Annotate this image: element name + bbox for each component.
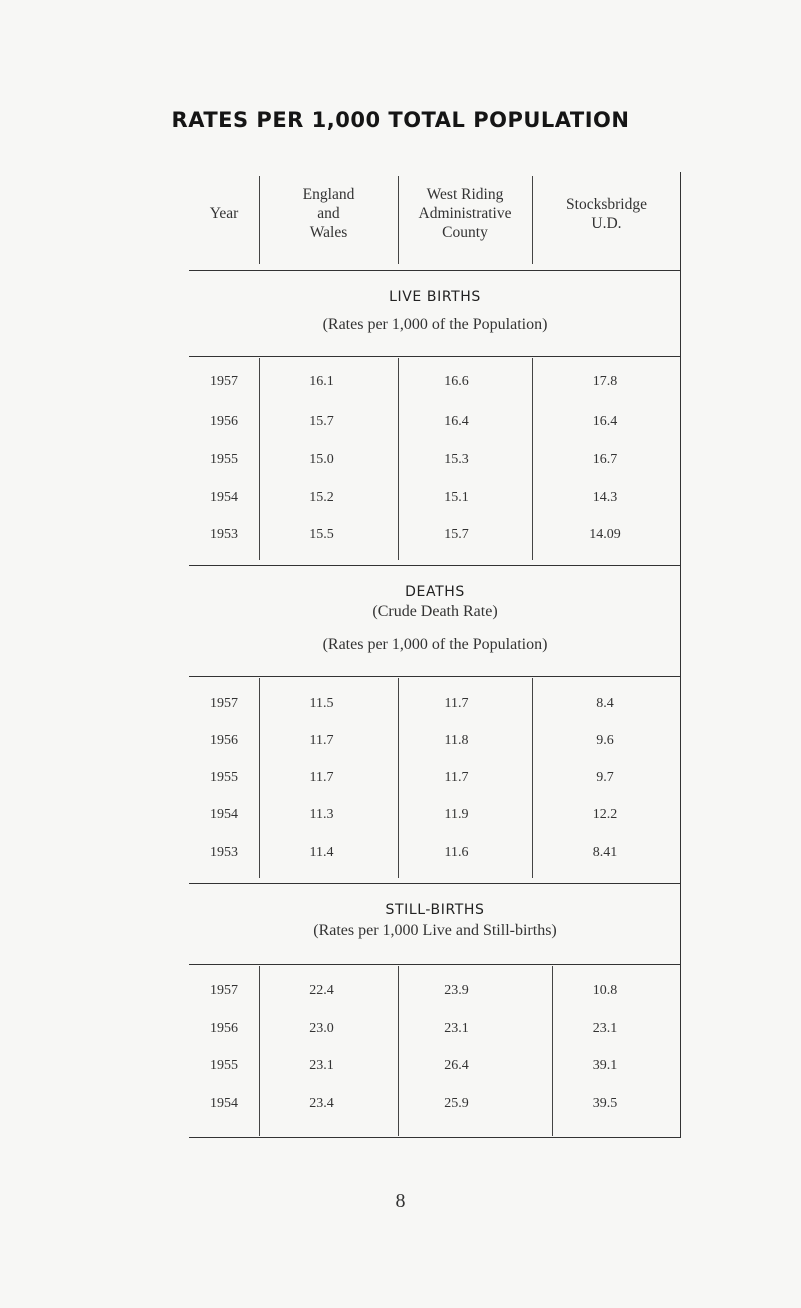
table-row: [189, 733, 681, 753]
year-cell: 1954: [210, 490, 238, 505]
year-cell: 1954: [210, 807, 238, 822]
stocksbridge-cell: 23.1: [592, 1021, 618, 1036]
england-wales-cell: 11.7: [309, 733, 334, 748]
england-wales-cell: 22.4: [309, 983, 334, 998]
header-divider: [189, 270, 681, 271]
table-row: [189, 983, 681, 1003]
west-riding-cell: 11.7: [444, 770, 469, 785]
stocksbridge-cell: 14.09: [589, 527, 621, 542]
west-riding-cell: 15.1: [444, 490, 469, 505]
stocksbridge-cell: 16.7: [592, 452, 618, 467]
table-row: [189, 1058, 681, 1078]
west-riding-cell: 15.7: [444, 527, 469, 542]
live-births-subtitle: (Rates per 1,000 of the Population): [322, 316, 548, 333]
stocksbridge-cell: 9.7: [596, 770, 614, 785]
still-births-section-divider: [189, 883, 681, 884]
year-cell: 1955: [210, 770, 238, 785]
year-column-header: Year: [209, 205, 239, 222]
header-line: England: [302, 186, 355, 203]
west-riding-cell: 11.9: [444, 807, 469, 822]
england-wales-cell: 15.0: [309, 452, 334, 467]
stocksbridge-cell: 14.3: [592, 490, 618, 505]
header-line: and: [317, 205, 340, 222]
west-riding-cell: 23.9: [444, 983, 469, 998]
england-wales-cell: 11.4: [309, 845, 334, 860]
table-row: [189, 696, 681, 716]
west-riding-cell: 25.9: [444, 1096, 469, 1111]
west-riding-cell: 16.6: [444, 374, 469, 389]
deaths-divider: [189, 676, 681, 677]
still-births-heading: STILL-BIRTHS: [385, 902, 485, 918]
west-riding-cell: 11.6: [444, 845, 469, 860]
year-cell: 1957: [210, 696, 238, 711]
england-wales-cell: 23.4: [309, 1096, 334, 1111]
stocksbridge-cell: 17.8: [592, 374, 618, 389]
england-wales-cell: 16.1: [309, 374, 334, 389]
header-line: U.D.: [591, 215, 622, 232]
year-cell: 1956: [210, 414, 238, 429]
stocksbridge-cell: 9.6: [596, 733, 614, 748]
table-row: [189, 374, 681, 394]
year-cell: 1953: [210, 527, 238, 542]
page-title: RATES PER 1,000 TOTAL POPULATION: [171, 108, 630, 132]
header-line: County: [442, 224, 488, 241]
england-wales-cell: 11.3: [309, 807, 334, 822]
england-wales-cell: 23.1: [309, 1058, 334, 1073]
year-cell: 1956: [210, 733, 238, 748]
stocksbridge-cell: 16.4: [592, 414, 618, 429]
header-line: Stocksbridge: [566, 196, 647, 213]
deaths-subtitle: (Rates per 1,000 of the Population): [322, 636, 548, 653]
deaths-subtitle: (Crude Death Rate): [372, 603, 498, 620]
still-births-subtitle: (Rates per 1,000 Live and Still-births): [313, 922, 557, 939]
table-row: [189, 527, 681, 547]
year-cell: 1955: [210, 452, 238, 467]
live-births-heading: LIVE BIRTHS: [389, 289, 481, 305]
table-row: [189, 452, 681, 472]
page-number: 8: [395, 1190, 406, 1212]
year-cell: 1957: [210, 983, 238, 998]
stocksbridge-header: [532, 195, 681, 233]
table-row: [189, 807, 681, 827]
year-cell: 1957: [210, 374, 238, 389]
stocksbridge-cell: 39.5: [592, 1096, 618, 1111]
stocksbridge-cell: 8.4: [596, 696, 614, 711]
england-wales-cell: 15.7: [309, 414, 334, 429]
west-riding-cell: 15.3: [444, 452, 469, 467]
deaths-heading: DEATHS: [405, 584, 465, 600]
live-births-divider: [189, 356, 681, 357]
west-riding-cell: 16.4: [444, 414, 469, 429]
stocksbridge-cell: 12.2: [592, 807, 618, 822]
stocksbridge-cell: 39.1: [592, 1058, 618, 1073]
table-row: [189, 1096, 681, 1116]
stocksbridge-cell: 8.41: [592, 845, 618, 860]
year-cell: 1953: [210, 845, 238, 860]
england-wales-cell: 11.7: [309, 770, 334, 785]
year-cell: 1954: [210, 1096, 238, 1111]
west-riding-cell: 11.7: [444, 696, 469, 711]
england-wales-cell: 15.5: [309, 527, 334, 542]
table-row: [189, 414, 681, 434]
west-riding-header: [398, 185, 532, 242]
year-cell: 1956: [210, 1021, 238, 1036]
table-row: [189, 770, 681, 790]
year-cell: 1955: [210, 1058, 238, 1073]
still-births-divider: [189, 964, 681, 965]
west-riding-cell: 26.4: [444, 1058, 469, 1073]
england-wales-cell: 15.2: [309, 490, 334, 505]
header-line: Wales: [309, 224, 348, 241]
england-wales-cell: 11.5: [309, 696, 334, 711]
deaths-section-divider: [189, 565, 681, 566]
england-wales-header: [259, 185, 398, 242]
west-riding-cell: 23.1: [444, 1021, 469, 1036]
header-line: Administrative: [418, 205, 512, 222]
table-row: [189, 1021, 681, 1041]
table-row: [189, 845, 681, 865]
england-wales-cell: 23.0: [309, 1021, 334, 1036]
header-line: West Riding: [426, 186, 504, 203]
table-row: [189, 490, 681, 510]
stocksbridge-cell: 10.8: [592, 983, 618, 998]
west-riding-cell: 11.8: [444, 733, 469, 748]
